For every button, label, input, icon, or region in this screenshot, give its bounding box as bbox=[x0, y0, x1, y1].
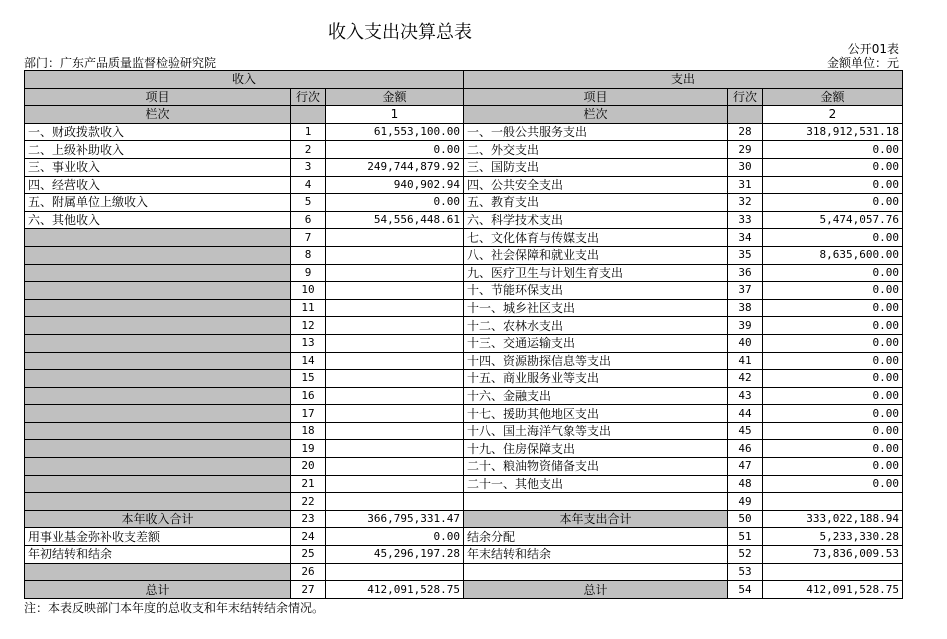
income-item: 五、附属单位上缴收入 bbox=[25, 194, 291, 212]
expense-item: 十、节能环保支出 bbox=[464, 282, 728, 300]
table-row bbox=[25, 370, 903, 388]
income-item bbox=[25, 458, 291, 476]
expense-item: 十八、国土海洋气象等支出 bbox=[464, 422, 728, 440]
page-title: 收入支出决算总表 bbox=[328, 22, 472, 43]
table-row bbox=[25, 422, 903, 440]
expense-row-no: 53 bbox=[728, 563, 763, 581]
income-total-label: 用事业基金弥补收支差额 bbox=[25, 528, 291, 546]
expense-item: 二、外交支出 bbox=[464, 141, 728, 159]
expense-amount: 0.00 bbox=[763, 194, 903, 212]
income-item bbox=[25, 440, 291, 458]
expense-row-no: 34 bbox=[728, 229, 763, 247]
year-total-row bbox=[25, 510, 903, 528]
income-amount: 54,556,448.61 bbox=[326, 211, 464, 229]
expense-amount: 0.00 bbox=[763, 141, 903, 159]
expense-amount: 333,022,188.94 bbox=[763, 510, 903, 528]
table-row bbox=[25, 141, 903, 159]
income-row-no: 15 bbox=[291, 370, 326, 388]
income-row-no: 24 bbox=[291, 528, 326, 546]
income-row-no: 21 bbox=[291, 475, 326, 493]
expense-row-no: 40 bbox=[728, 334, 763, 352]
expense-col-label: 栏次 bbox=[464, 106, 728, 124]
expense-row-no: 33 bbox=[728, 211, 763, 229]
table-row bbox=[25, 211, 903, 229]
income-row-no: 1 bbox=[291, 123, 326, 141]
income-total-label: 年初结转和结余 bbox=[25, 546, 291, 564]
income-item bbox=[25, 229, 291, 247]
income-item: 二、上级补助收入 bbox=[25, 141, 291, 159]
income-row-no: 20 bbox=[291, 458, 326, 476]
income-amount: 0.00 bbox=[326, 528, 464, 546]
income-amount bbox=[326, 282, 464, 300]
income-amount: 61,553,100.00 bbox=[326, 123, 464, 141]
expense-row-no: 46 bbox=[728, 440, 763, 458]
expense-amount: 0.00 bbox=[763, 264, 903, 282]
expense-row-no: 39 bbox=[728, 317, 763, 335]
expense-row-no: 50 bbox=[728, 510, 763, 528]
income-item bbox=[25, 317, 291, 335]
income-item bbox=[25, 405, 291, 423]
income-amount bbox=[326, 317, 464, 335]
income-amount bbox=[326, 334, 464, 352]
expense-amount: 0.00 bbox=[763, 405, 903, 423]
table-row bbox=[25, 334, 903, 352]
expense-row-no: 42 bbox=[728, 370, 763, 388]
expense-total-label: 结余分配 bbox=[464, 528, 728, 546]
expense-amount bbox=[763, 563, 903, 581]
income-amount bbox=[326, 246, 464, 264]
income-amount bbox=[326, 405, 464, 423]
expense-item: 十六、金融支出 bbox=[464, 387, 728, 405]
income-item-header: 项目 bbox=[25, 88, 291, 106]
expense-row-no: 38 bbox=[728, 299, 763, 317]
income-item bbox=[25, 352, 291, 370]
table-row bbox=[25, 405, 903, 423]
expense-amount-header: 金额 bbox=[763, 88, 903, 106]
form-code: 公开01表 bbox=[847, 42, 899, 56]
table-row bbox=[25, 282, 903, 300]
income-row-no: 13 bbox=[291, 334, 326, 352]
expense-row-no: 41 bbox=[728, 352, 763, 370]
income-row-no: 14 bbox=[291, 352, 326, 370]
income-row-no: 3 bbox=[291, 158, 326, 176]
income-amount bbox=[326, 563, 464, 581]
income-row-no: 4 bbox=[291, 176, 326, 194]
expense-row-no: 30 bbox=[728, 158, 763, 176]
table-row bbox=[25, 317, 903, 335]
expense-item: 一、一般公共服务支出 bbox=[464, 123, 728, 141]
summary-table bbox=[24, 70, 903, 599]
expense-amount: 0.00 bbox=[763, 282, 903, 300]
expense-item: 十四、资源勘探信息等支出 bbox=[464, 352, 728, 370]
unit-label: 金额单位：元 bbox=[826, 56, 899, 70]
table-row bbox=[25, 352, 903, 370]
table-row bbox=[25, 440, 903, 458]
income-col-number: 1 bbox=[326, 106, 464, 124]
expense-amount: 73,836,009.53 bbox=[763, 546, 903, 564]
income-amount bbox=[326, 264, 464, 282]
carryover-row bbox=[25, 546, 903, 564]
expense-amount: 5,233,330.28 bbox=[763, 528, 903, 546]
expense-row-no: 52 bbox=[728, 546, 763, 564]
expense-amount: 412,091,528.75 bbox=[763, 581, 903, 599]
income-row-no: 18 bbox=[291, 422, 326, 440]
expense-row-no: 36 bbox=[728, 264, 763, 282]
expense-row-no: 44 bbox=[728, 405, 763, 423]
expense-amount: 318,912,531.18 bbox=[763, 123, 903, 141]
department-label: 部门：广东产品质量监督检验研究院 bbox=[24, 56, 217, 70]
income-amount: 45,296,197.28 bbox=[326, 546, 464, 564]
income-amount-header: 金额 bbox=[326, 88, 464, 106]
expense-amount: 0.00 bbox=[763, 229, 903, 247]
income-amount: 940,902.94 bbox=[326, 176, 464, 194]
income-item: 一、财政拨款收入 bbox=[25, 123, 291, 141]
expense-row-no: 54 bbox=[728, 581, 763, 599]
expense-amount: 8,635,600.00 bbox=[763, 246, 903, 264]
expense-item-header: 项目 bbox=[464, 88, 728, 106]
income-row-no: 17 bbox=[291, 405, 326, 423]
income-row-no: 22 bbox=[291, 493, 326, 511]
expense-amount: 0.00 bbox=[763, 158, 903, 176]
expense-amount: 0.00 bbox=[763, 299, 903, 317]
expense-item: 十三、交通运输支出 bbox=[464, 334, 728, 352]
table-row bbox=[25, 229, 903, 247]
income-row-no: 6 bbox=[291, 211, 326, 229]
expense-item: 二十一、其他支出 bbox=[464, 475, 728, 493]
expense-total-label: 总计 bbox=[464, 581, 728, 599]
expense-col-blank bbox=[728, 106, 763, 124]
income-row-no: 5 bbox=[291, 194, 326, 212]
expense-amount: 0.00 bbox=[763, 387, 903, 405]
income-row-no: 7 bbox=[291, 229, 326, 247]
expense-amount: 0.00 bbox=[763, 475, 903, 493]
income-col-blank bbox=[291, 106, 326, 124]
income-item: 六、其他收入 bbox=[25, 211, 291, 229]
expense-item: 三、国防支出 bbox=[464, 158, 728, 176]
expense-row-no: 35 bbox=[728, 246, 763, 264]
income-amount bbox=[326, 475, 464, 493]
expense-rowno-header: 行次 bbox=[728, 88, 763, 106]
income-header: 收入 bbox=[25, 71, 464, 89]
income-amount bbox=[326, 387, 464, 405]
income-row-no: 16 bbox=[291, 387, 326, 405]
expense-total-label: 年末结转和结余 bbox=[464, 546, 728, 564]
table-row bbox=[25, 123, 903, 141]
expense-row-no: 31 bbox=[728, 176, 763, 194]
income-item bbox=[25, 264, 291, 282]
expense-row-no: 48 bbox=[728, 475, 763, 493]
expense-amount: 0.00 bbox=[763, 458, 903, 476]
expense-item: 十二、农林水支出 bbox=[464, 317, 728, 335]
column-label-row bbox=[25, 106, 903, 124]
income-amount bbox=[326, 422, 464, 440]
table-row bbox=[25, 299, 903, 317]
expense-amount: 5,474,057.76 bbox=[763, 211, 903, 229]
expense-row-no: 43 bbox=[728, 387, 763, 405]
expense-item bbox=[464, 493, 728, 511]
income-amount: 412,091,528.75 bbox=[326, 581, 464, 599]
expense-item: 十七、援助其他地区支出 bbox=[464, 405, 728, 423]
table-row bbox=[25, 246, 903, 264]
fund-row bbox=[25, 528, 903, 546]
income-row-no: 10 bbox=[291, 282, 326, 300]
expense-item: 八、社会保障和就业支出 bbox=[464, 246, 728, 264]
section-header-row bbox=[25, 71, 903, 89]
income-amount bbox=[326, 458, 464, 476]
expense-amount: 0.00 bbox=[763, 352, 903, 370]
income-item bbox=[25, 563, 291, 581]
table-row bbox=[25, 194, 903, 212]
income-item bbox=[25, 334, 291, 352]
income-item bbox=[25, 370, 291, 388]
income-amount: 0.00 bbox=[326, 141, 464, 159]
expense-item: 四、公共安全支出 bbox=[464, 176, 728, 194]
table-row bbox=[25, 475, 903, 493]
table-row bbox=[25, 387, 903, 405]
income-item bbox=[25, 493, 291, 511]
expense-amount: 0.00 bbox=[763, 176, 903, 194]
income-total-label: 本年收入合计 bbox=[25, 510, 291, 528]
income-amount bbox=[326, 493, 464, 511]
expense-total-label: 本年支出合计 bbox=[464, 510, 728, 528]
expense-col-number: 2 bbox=[763, 106, 903, 124]
income-item bbox=[25, 422, 291, 440]
income-total-label: 总计 bbox=[25, 581, 291, 599]
income-row-no: 12 bbox=[291, 317, 326, 335]
income-amount bbox=[326, 299, 464, 317]
expense-row-no: 47 bbox=[728, 458, 763, 476]
expense-row-no: 49 bbox=[728, 493, 763, 511]
income-amount: 0.00 bbox=[326, 194, 464, 212]
expense-item: 六、科学技术支出 bbox=[464, 211, 728, 229]
income-amount bbox=[326, 229, 464, 247]
grand-total-row bbox=[25, 581, 903, 599]
expense-row-no: 32 bbox=[728, 194, 763, 212]
expense-item: 十五、商业服务业等支出 bbox=[464, 370, 728, 388]
income-row-no: 11 bbox=[291, 299, 326, 317]
blank-row bbox=[25, 563, 903, 581]
income-row-no: 9 bbox=[291, 264, 326, 282]
expense-row-no: 29 bbox=[728, 141, 763, 159]
expense-amount: 0.00 bbox=[763, 317, 903, 335]
expense-row-no: 28 bbox=[728, 123, 763, 141]
expense-item: 九、医疗卫生与计划生育支出 bbox=[464, 264, 728, 282]
income-amount: 366,795,331.47 bbox=[326, 510, 464, 528]
expense-row-no: 37 bbox=[728, 282, 763, 300]
income-rowno-header: 行次 bbox=[291, 88, 326, 106]
expense-row-no: 51 bbox=[728, 528, 763, 546]
expense-amount: 0.00 bbox=[763, 422, 903, 440]
table-row bbox=[25, 158, 903, 176]
expense-item bbox=[464, 563, 728, 581]
income-row-no: 25 bbox=[291, 546, 326, 564]
income-item bbox=[25, 299, 291, 317]
income-col-label: 栏次 bbox=[25, 106, 291, 124]
income-item: 三、事业收入 bbox=[25, 158, 291, 176]
expense-amount: 0.00 bbox=[763, 334, 903, 352]
income-amount: 249,744,879.92 bbox=[326, 158, 464, 176]
table-row bbox=[25, 176, 903, 194]
expense-amount: 0.00 bbox=[763, 440, 903, 458]
income-item bbox=[25, 246, 291, 264]
income-row-no: 27 bbox=[291, 581, 326, 599]
expense-item: 七、文化体育与传媒支出 bbox=[464, 229, 728, 247]
table-row bbox=[25, 458, 903, 476]
income-row-no: 19 bbox=[291, 440, 326, 458]
income-row-no: 26 bbox=[291, 563, 326, 581]
expense-item: 十一、城乡社区支出 bbox=[464, 299, 728, 317]
income-item bbox=[25, 387, 291, 405]
expense-row-no: 45 bbox=[728, 422, 763, 440]
income-amount bbox=[326, 370, 464, 388]
table-row bbox=[25, 264, 903, 282]
expense-header: 支出 bbox=[464, 71, 903, 89]
expense-item: 二十、粮油物资储备支出 bbox=[464, 458, 728, 476]
income-item: 四、经营收入 bbox=[25, 176, 291, 194]
expense-amount bbox=[763, 493, 903, 511]
income-row-no: 8 bbox=[291, 246, 326, 264]
expense-item: 五、教育支出 bbox=[464, 194, 728, 212]
income-row-no: 2 bbox=[291, 141, 326, 159]
footnote: 注：本表反映部门本年度的总收支和年末结转结余情况。 bbox=[24, 601, 325, 615]
expense-amount: 0.00 bbox=[763, 370, 903, 388]
income-item bbox=[25, 475, 291, 493]
income-amount bbox=[326, 352, 464, 370]
expense-item: 十九、住房保障支出 bbox=[464, 440, 728, 458]
table-row bbox=[25, 493, 903, 511]
income-item bbox=[25, 282, 291, 300]
income-row-no: 23 bbox=[291, 510, 326, 528]
income-amount bbox=[326, 440, 464, 458]
column-header-row bbox=[25, 88, 903, 106]
